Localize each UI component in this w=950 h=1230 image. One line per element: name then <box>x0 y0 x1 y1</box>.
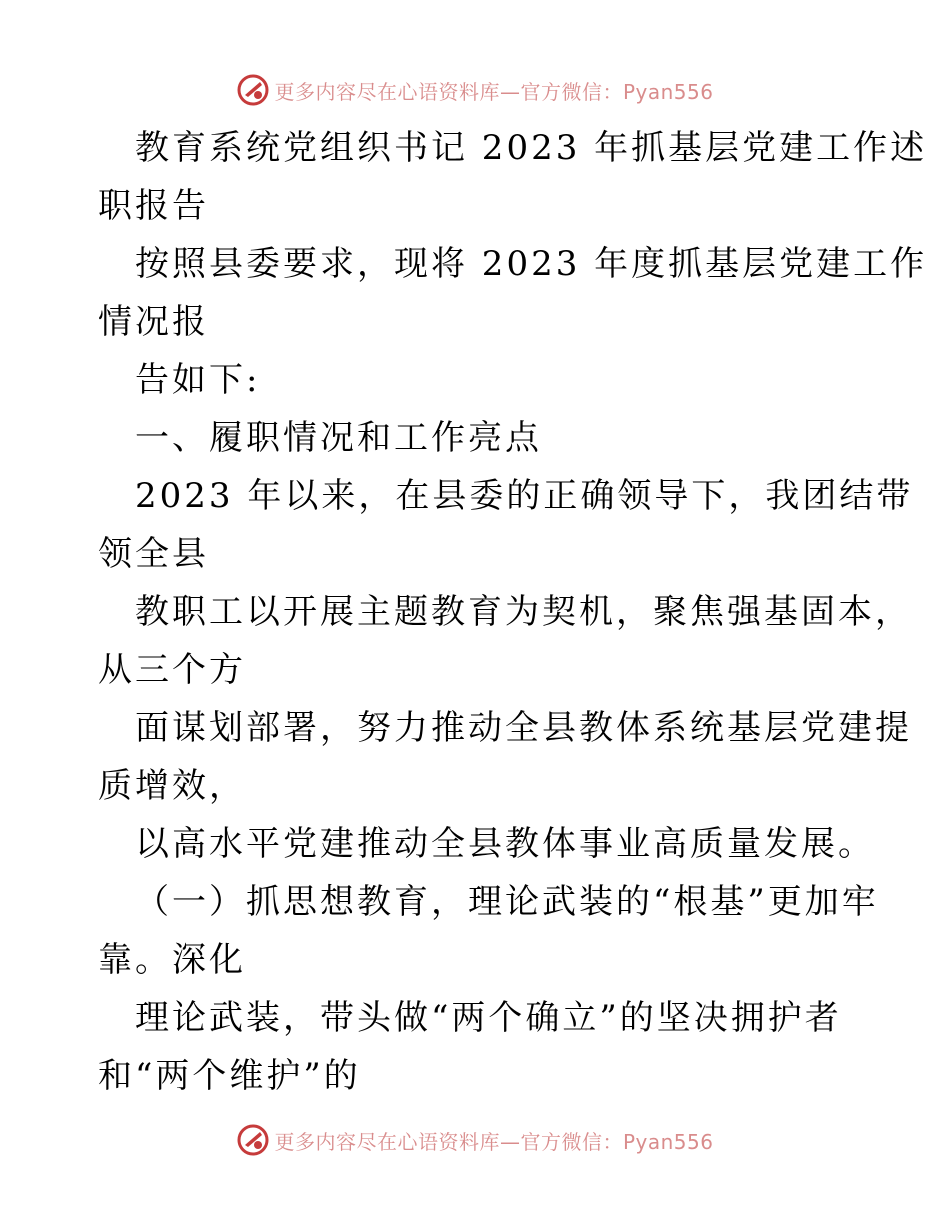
text-line: 领全县 <box>98 534 209 574</box>
text-line: 靠。深化 <box>98 940 246 980</box>
watermark-text: 更多内容尽在心语资料库—官方微信：Pyan556 <box>274 79 714 104</box>
watermark-text: 更多内容尽在心语资料库—官方微信：Pyan556 <box>274 1129 714 1154</box>
watermark-banner-top <box>0 70 950 110</box>
brand-logo-icon <box>236 1123 270 1157</box>
text-line: 告如下: <box>135 360 261 400</box>
text-line: 和“两个维护”的 <box>98 1056 361 1096</box>
text-line: 面谋划部署，努力推动全县教体系统基层党建提 <box>135 708 912 748</box>
text-line: 教职工以开展主题教育为契机，聚焦强基固本， <box>135 592 912 632</box>
text-line: 2023 年以来，在县委的正确领导下，我团结带 <box>135 476 914 516</box>
text-line: 以高水平党建推动全县教体事业高质量发展。 <box>135 824 875 864</box>
text-line: 质增效， <box>98 766 246 806</box>
text-line: 情况报 <box>98 302 209 342</box>
text-line: 理论武装，带头做“两个确立”的坚决拥护者 <box>135 998 842 1038</box>
text-line: 按照县委要求，现将 2023 年度抓基层党建工作 <box>135 244 928 284</box>
section-heading: 一、履职情况和工作亮点 <box>135 418 542 458</box>
subsection-heading: （一）抓思想教育，理论武装的“根基”更加牢 <box>135 882 879 922</box>
text-line: 职报告 <box>98 186 209 226</box>
text-line: 教育系统党组织书记 2023 年抓基层党建工作述 <box>135 128 928 168</box>
text-line: 从三个方 <box>98 650 246 690</box>
brand-logo-icon <box>236 73 270 107</box>
watermark-banner-bottom <box>0 1120 950 1160</box>
